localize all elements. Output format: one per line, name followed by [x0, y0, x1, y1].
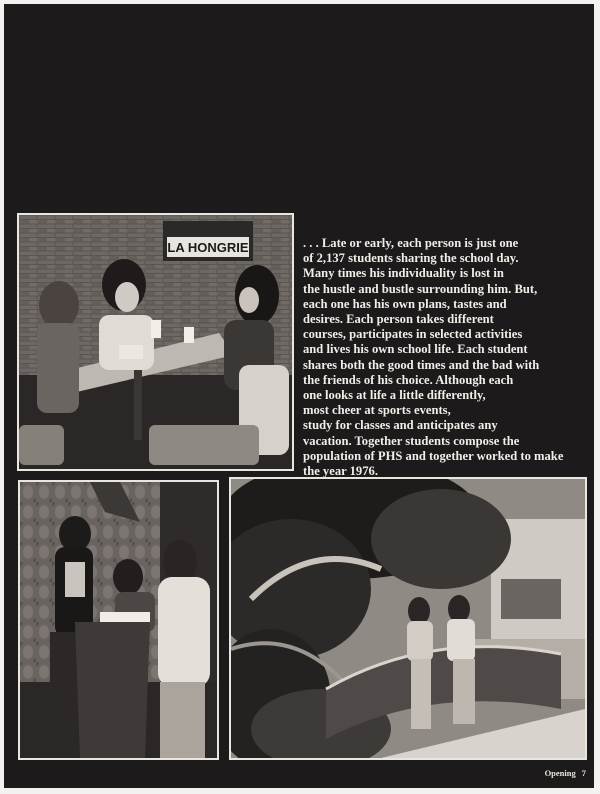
body-text-line: courses, participates in selected activities	[303, 327, 523, 342]
body-text-line: and lives his own school life. Each student	[303, 342, 528, 357]
body-text-line: . . . Late or early, each person is just one	[303, 236, 519, 250]
atrium-photo	[229, 477, 587, 760]
body-text-line: Many times his individuality is lost in	[303, 266, 504, 281]
page-number: 7	[581, 768, 586, 778]
body-text-line: vacation. Together students compose the	[303, 433, 520, 448]
body-text-line: most cheer at sports events,	[303, 403, 451, 418]
body-text-line: the friends of his choice. Although each	[303, 372, 514, 387]
body-text-line: the hustle and bustle surrounding him. But,	[303, 281, 538, 296]
body-text-line: the year 1976.	[303, 464, 378, 479]
page-footer	[545, 768, 586, 778]
body-text-line: each one has his own plans, tastes and	[303, 296, 507, 311]
cafeteria-photo-image	[19, 215, 292, 469]
la-hongrie-sign: LA HONGRIE	[167, 240, 249, 255]
body-text-line: population of PHS and together worked to make	[303, 448, 564, 463]
yearbook-page	[4, 4, 594, 788]
body-text-line: of 2,137 students sharing the school day.	[303, 251, 519, 266]
body-text-line: one looks at life a little differently,	[303, 388, 486, 403]
section-name: Opening	[544, 768, 576, 778]
cafeteria-photo	[17, 213, 294, 471]
body-text-line: desires. Each person takes different	[303, 312, 494, 327]
atrium-photo-image	[231, 479, 585, 758]
body-text-line: shares both the good times and the bad with	[303, 357, 540, 372]
body-text-line: study for classes and anticipates any	[303, 418, 498, 433]
body-text	[303, 236, 593, 479]
library-photo-image	[20, 482, 217, 758]
library-photo	[18, 480, 219, 760]
